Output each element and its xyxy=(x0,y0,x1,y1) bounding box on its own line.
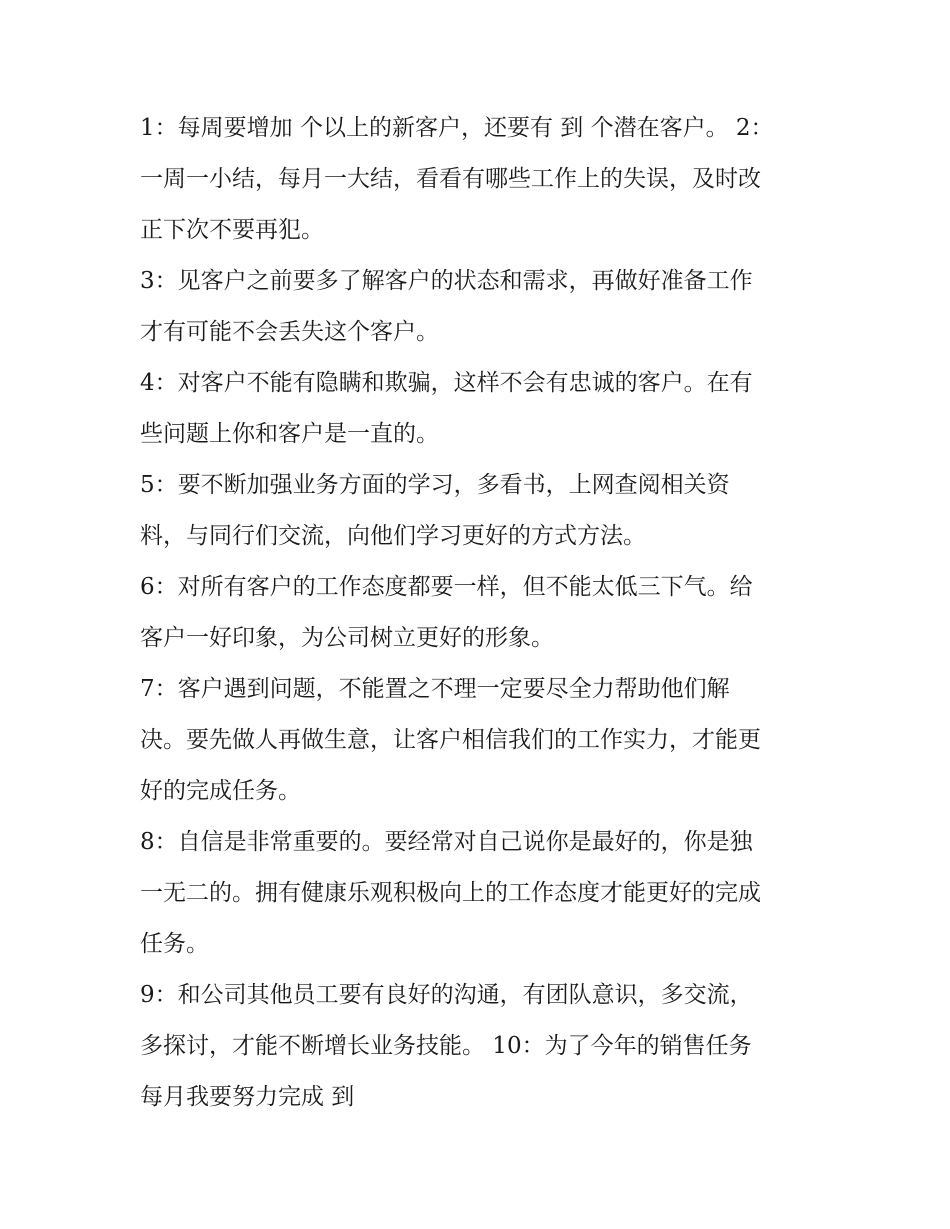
text-line: 1：每周要增加 个以上的新客户，还要有 到 个潜在客户。 2： xyxy=(140,115,774,141)
text-line: 4：对客户不能有隐瞒和欺骗，这样不会有忠诚的客户。在有 xyxy=(140,370,753,396)
text-line: 9：和公司其他员工要有良好的沟通，有团队意识，多交流， xyxy=(140,982,753,1008)
text-line: 决。要先做人再做生意，让客户相信我们的工作实力，才能更 xyxy=(140,727,761,753)
text-line: 多探讨，才能不断增长业务技能。 10：为了今年的销售任务 xyxy=(140,1033,752,1059)
text-line: 好的完成任务。 xyxy=(140,778,301,804)
text-line: 5：要不断加强业务方面的学习，多看书，上网查阅相关资 xyxy=(140,472,730,498)
text-line: 一周一小结，每月一大结，看看有哪些工作上的失误，及时改 xyxy=(140,166,761,192)
text-line: 8：自信是非常重要的。要经常对自己说你是最好的，你是独 xyxy=(140,829,753,855)
text-line: 7：客户遇到问题，不能置之不理一定要尽全力帮助他们解 xyxy=(140,676,730,702)
text-line: 6：对所有客户的工作态度都要一样，但不能太低三下气。给 xyxy=(140,574,753,600)
text-line: 客户一好印象，为公司树立更好的形象。 xyxy=(140,625,554,651)
text-line: 一无二的。拥有健康乐观积极向上的工作态度才能更好的完成 xyxy=(140,880,761,906)
text-line: 才有可能不会丢失这个客户。 xyxy=(140,319,439,345)
text-line: 正下次不要再犯。 xyxy=(140,217,324,243)
document-body xyxy=(140,103,820,1123)
text-line: 每月我要努力完成 到 xyxy=(140,1084,355,1110)
text-line: 些问题上你和客户是一直的。 xyxy=(140,421,439,447)
text-line: 料，与同行们交流，向他们学习更好的方式方法。 xyxy=(140,523,646,549)
text-line: 任务。 xyxy=(140,931,209,957)
text-line: 3：见客户之前要多了解客户的状态和需求，再做好准备工作 xyxy=(140,268,753,294)
